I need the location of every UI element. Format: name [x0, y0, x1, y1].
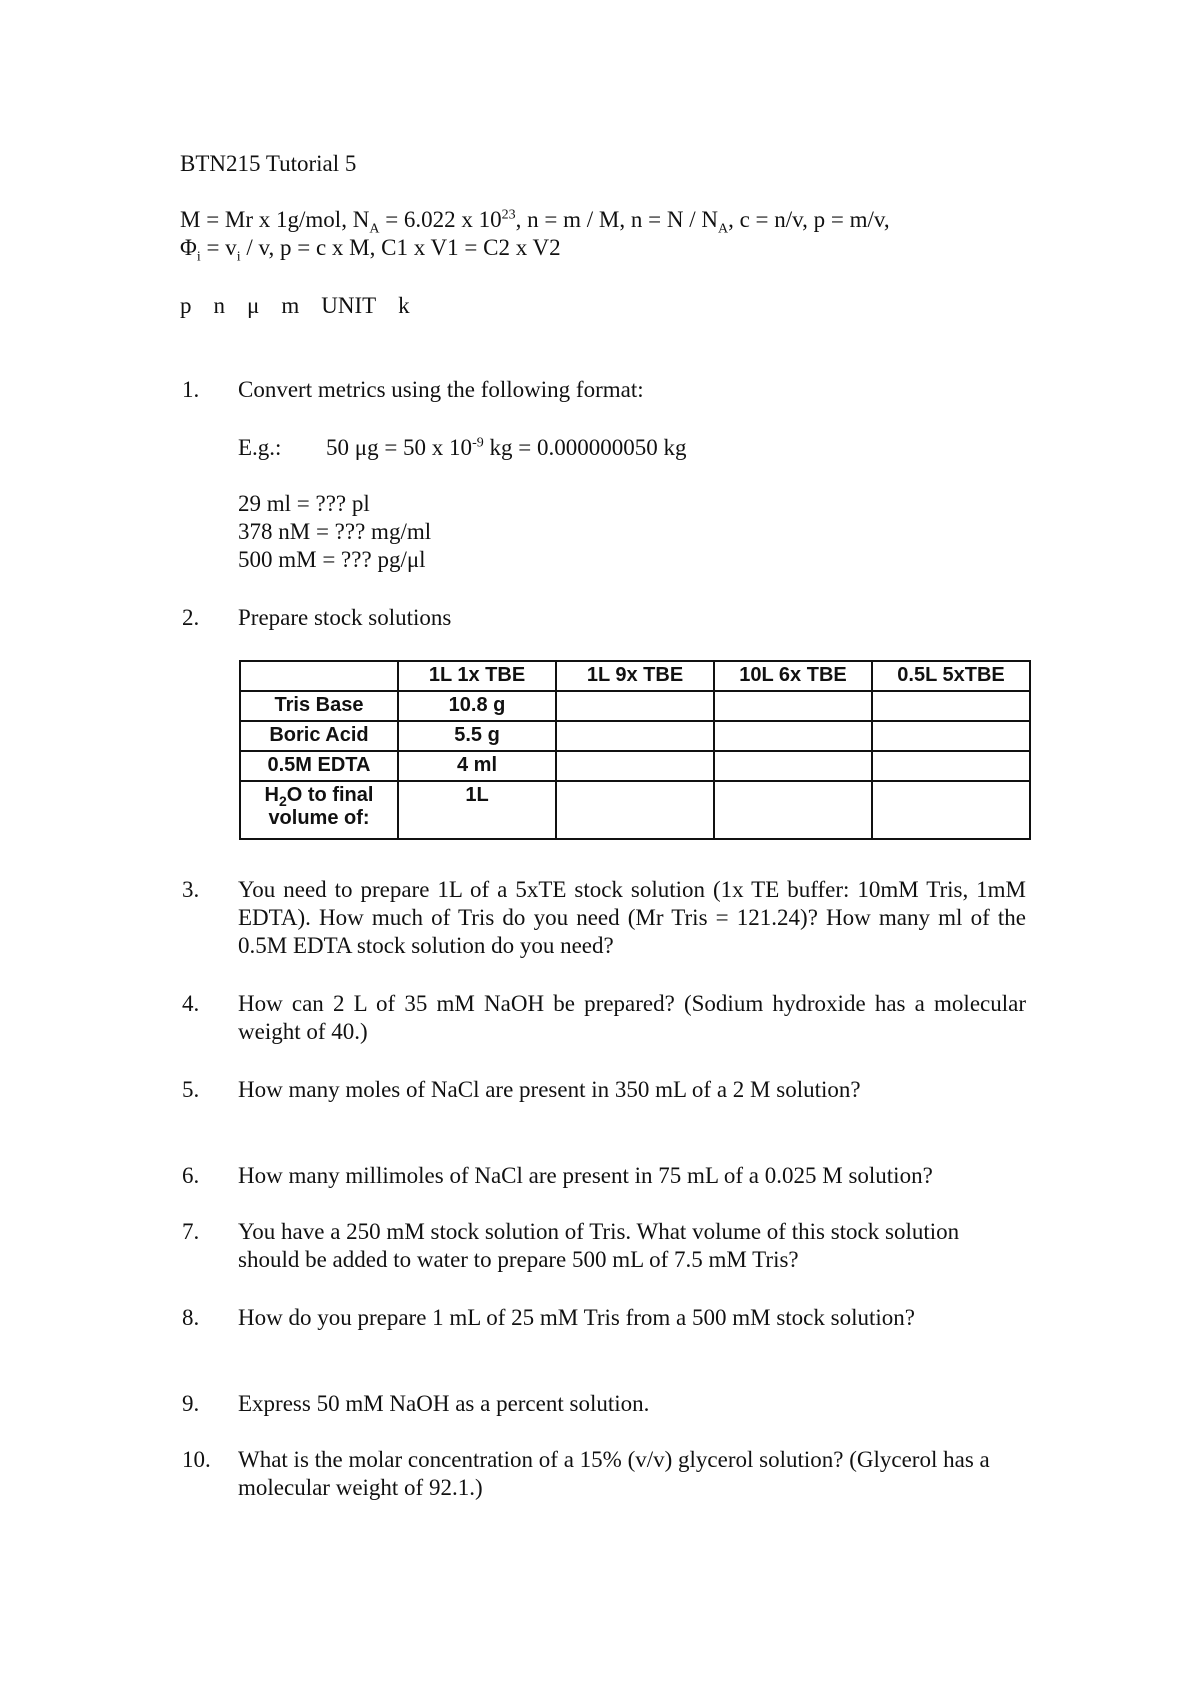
- example-label: E.g.:: [238, 435, 282, 460]
- table-cell: [556, 781, 714, 839]
- table-row: [240, 691, 1030, 721]
- question-number: 7.: [182, 1219, 200, 1244]
- table-header-cell: 0.5L 5xTBE: [872, 661, 1030, 691]
- table-row-label: Boric Acid: [240, 721, 398, 751]
- unit-prefix-row: [180, 292, 432, 320]
- question-number: 9.: [182, 1391, 200, 1416]
- table-cell: [556, 691, 714, 721]
- question-number: 3.: [182, 877, 200, 902]
- question-text: You need to prepare 1L of a 5xTE stock solution (1x TE buffer: 10mM Tris, 1mM EDTA). How much of Tris do you need (Mr Tris = 121.24)? How many ml of the 0.5M EDTA stock solution do you need?: [238, 877, 1026, 958]
- table-cell: 5.5 g: [398, 721, 556, 751]
- table-row: [240, 781, 1030, 839]
- conversion-item: 500 mM = ??? pg/μl: [238, 547, 426, 572]
- table-header-cell: 1L 9x TBE: [556, 661, 714, 691]
- question-number: 1.: [182, 377, 200, 402]
- table-row-label: $H_2O$ to final volume of:: [240, 781, 398, 839]
- question-number: 8.: [182, 1305, 200, 1330]
- table-cell: [872, 691, 1030, 721]
- table-cell: [556, 721, 714, 751]
- table-cell: [556, 751, 714, 781]
- table-header-cell: 1L 1x TBE: [398, 661, 556, 691]
- question-text: How many millimoles of NaCl are present in 75 mL of a 0.025 M solution?: [238, 1163, 933, 1188]
- table-cell: [714, 721, 872, 751]
- table-cell: [872, 781, 1030, 839]
- unit-prefix: UNIT: [321, 293, 377, 318]
- table-cell: [714, 751, 872, 781]
- unit-prefix: k: [398, 293, 410, 318]
- conversion-item: 29 ml = ??? pl: [238, 491, 370, 516]
- table-row: [240, 721, 1030, 751]
- table-header-row: [240, 661, 1030, 691]
- unit-prefix: m: [281, 293, 300, 318]
- unit-prefix: n: [213, 293, 225, 318]
- document-title: BTN215 Tutorial 5: [180, 151, 357, 176]
- table-row: [240, 751, 1030, 781]
- table-cell: [872, 721, 1030, 751]
- formula-line-2: $\Phi_i = v_i / v$, p = c x M, C1 x V1 = C2 x V2: [180, 235, 561, 265]
- question-text: Prepare stock solutions: [238, 605, 452, 630]
- question-number: 4.: [182, 991, 200, 1016]
- conversion-item: 378 nM = ??? mg/ml: [238, 519, 432, 544]
- table-row-label: 0.5M EDTA: [240, 751, 398, 781]
- example-conversion: 50 μg = 50 x $10^{-9}$ kg = 0.000000050 kg: [326, 435, 687, 460]
- table-cell: 1L: [398, 781, 556, 839]
- question-text: You have a 250 mM stock solution of Tris. What volume of this stock solution should be added to water to prepare 500 mL of 7.5 mM Tris?: [238, 1219, 960, 1272]
- question-text: Convert metrics using the following format:: [238, 377, 644, 402]
- table-cell: [714, 781, 872, 839]
- table-cell: [714, 691, 872, 721]
- question-text: How can 2 L of 35 mM NaOH be prepared? (Sodium hydroxide has a molecular weight of 40.): [238, 991, 1026, 1044]
- stock-solution-table: [239, 660, 1031, 840]
- table-row-label: Tris Base: [240, 691, 398, 721]
- question-text: How many moles of NaCl are present in 350 mL of a 2 M solution?: [238, 1077, 861, 1102]
- unit-prefix: μ: [247, 293, 260, 318]
- formula-line-1: M = Mr x 1g/mol, $N_A = 6.022$ x $10^{23}$, n = m / M, $n = N / N_A$, c = n/v, p = m/v,: [180, 207, 890, 237]
- question-text: What is the molar concentration of a 15% (v/v) glycerol solution? (Glycerol has a molecular weight of 92.1.): [238, 1447, 990, 1500]
- question-number: 10.: [182, 1447, 211, 1472]
- unit-prefix: p: [180, 293, 192, 318]
- question-number: 2.: [182, 605, 200, 630]
- question-text: How do you prepare 1 mL of 25 mM Tris from a 500 mM stock solution?: [238, 1305, 915, 1330]
- table-header-cell: [240, 661, 398, 691]
- table-cell: 10.8 g: [398, 691, 556, 721]
- question-number: 6.: [182, 1163, 200, 1188]
- question-text: Express 50 mM NaOH as a percent solution.: [238, 1391, 650, 1416]
- table-cell: [872, 751, 1030, 781]
- question-number: 5.: [182, 1077, 200, 1102]
- table-cell: 4 ml: [398, 751, 556, 781]
- table-header-cell: 10L 6x TBE: [714, 661, 872, 691]
